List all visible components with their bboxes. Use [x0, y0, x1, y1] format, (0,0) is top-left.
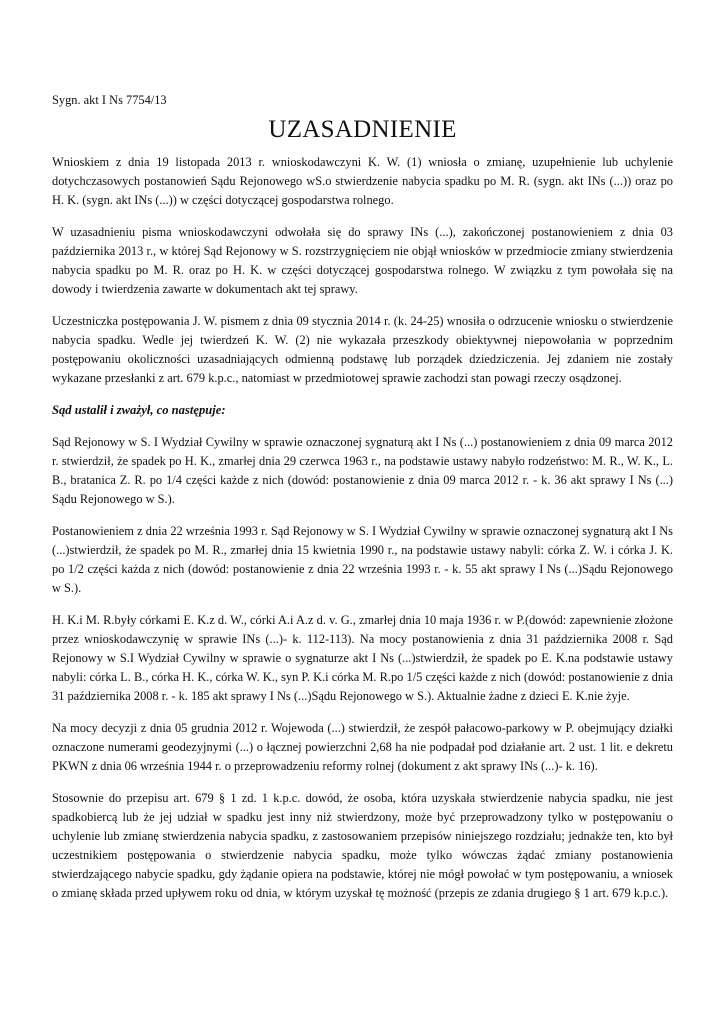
section-heading-findings: Sąd ustalił i zważył, co następuje: — [52, 403, 226, 417]
document-page — [52, 92, 673, 916]
document-title: UZASADNIENIE — [268, 116, 457, 143]
paragraph-finding-1: Sąd Rejonowy w S. I Wydział Cywilny w sprawie oznaczonej sygnaturą akt I Ns (...) postanowieniem z dnia 09 marca 2012 r. stwierdził, że spadek po H. K., zmarłej dnia 29 czerwca 1963 r., na podstawie ustawy nabyło rodzeństwo: M. R., W. K., L. B., bratanica Z. R. po 1/4 części każde z nich (dowód: postanowienie z dnia 09 marca 2012 r. - k. 36 akt sprawy I Ns (...) Sądu Rejonowego w S.). — [52, 435, 673, 506]
paragraph-finding-4: Na mocy decyzji z dnia 05 grudnia 2012 r. Wojewoda (...) stwierdził, że zespół pałacowo-parkowy w P. obejmujący działki oznaczone numerami geodezyjnymi (...) o łącznej powierzchni 2,68 ha nie podpadał pod działanie art. 2 ust. 1 lit. e dekretu PKWN z dnia 06 września 1944 r. o przeprowadzeniu reformy rolnej (dokument z akt sprawy INs (...)- k. 16). — [52, 721, 673, 773]
paragraph-legal-basis: Stosownie do przepisu art. 679 § 1 zd. 1 k.p.c. dowód, że osoba, która uzyskała stwierdzenie nabycia spadku, nie jest spadkobiercą lub że jej udział w spadku jest inny niż stwierdzony, może być przeprowadzony tylko w postępowaniu o uchylenie lub zmianę stwierdzenia nabycia spadku, z zastosowaniem przepisów niniejszego rozdziału; jednakże ten, kto był uczestnikiem postępowania o stwierdzenie nabycia spadku, może tylko wówczas żądać zmiany postanowienia stwierdzającego nabycie spadku, gdy żądanie opiera na podstawie, której nie mógł powołać w tym postępowaniu, a wniosek o zmianę składa przed upływem roku od dnia, w którym uzyskał tę możność (przepis ze zdania drugiego § 1 art. 679 k.p.c.). — [52, 791, 673, 900]
case-reference: Sygn. akt I Ns 7754/13 — [52, 93, 167, 107]
paragraph-participant-response: Uczestniczka postępowania J. W. pismem z dnia 09 stycznia 2014 r. (k. 24-25) wnosiła o odrzucenie wniosku o stwierdzenie nabycia spadku. Wedle jej twierdzeń K. W. (2) nie wykazała przeszkody obiektywnej niepowołania w poprzednim postępowaniu okoliczności uzasadniających odmienną podstawę lub porządek dziedziczenia. Jej zdaniem nie zostały wykazane przesłanki z art. 679 k.p.c., natomiast w przedmiotowej sprawie zachodzi stan powagi rzeczy osądzonej. — [52, 314, 673, 385]
paragraph-justification: W uzasadnieniu pisma wnioskodawczyni odwołała się do sprawy INs (...), zakończonej postanowieniem z dnia 03 października 2013 r., w której Sąd Rejonowy w S. rozstrzygnięciem nie objął wniosków w przedmiocie zmiany stwierdzenia nabycia spadku po M. R. oraz po H. K. w części dotyczącej gospodarstwa rolnego. W związku z tym powołała się na dowody i twierdzenia zawarte w dokumentach akt tej sprawy. — [52, 225, 673, 296]
paragraph-motion: Wnioskiem z dnia 19 listopada 2013 r. wnioskodawczyni K. W. (1) wniosła o zmianę, uzupełnienie lub uchylenie dotychczasowych postanowień Sądu Rejonowego wS.o stwierdzenie nabycia spadku po M. R. (sygn. akt INs (...)) oraz po H. K. (sygn. akt INs (...)) w części dotyczącej gospodarstwa rolnego. — [52, 155, 673, 207]
paragraph-finding-2: Postanowieniem z dnia 22 września 1993 r. Sąd Rejonowy w S. I Wydział Cywilny w sprawie oznaczonej sygnaturą akt I Ns (...)stwierdził, że spadek po M. R., zmarłej dnia 15 kwietnia 1990 r., na podstawie ustawy nabyli: córka Z. W. i córka J. K. po 1/2 części każda z nich (dowód: postanowienie z dnia 22 września 1993 r. - k. 55 akt sprawy I Ns (...)Sądu Rejonowego w S.). — [52, 524, 673, 595]
paragraph-finding-3: H. K.i M. R.były córkami E. K.z d. W., córki A.i A.z d. v. G., zmarłej dnia 10 maja 1936 r. w P.(dowód: zapewnienie złożone przez wnioskodawczynię w sprawie INs (...)- k. 112-113). Na mocy postanowienia z dnia 31 października 2008 r. Sąd Rejonowy w S.I Wydział Cywilny w sprawie o sygnaturze akt I Ns (...)stwierdził, że spadek po E. K.na podstawie ustawy nabyli: córka L. B., córka H. K., córka W. K., syn P. K.i córka M. R.po 1/5 części każde z nich (dowód: postanowienie z dnia 31 października 2008 r. - k. 185 akt sprawy I Ns (...)Sądu Rejonowego w S.). Aktualnie żadne z dzieci E. K.nie żyje. — [52, 613, 673, 703]
